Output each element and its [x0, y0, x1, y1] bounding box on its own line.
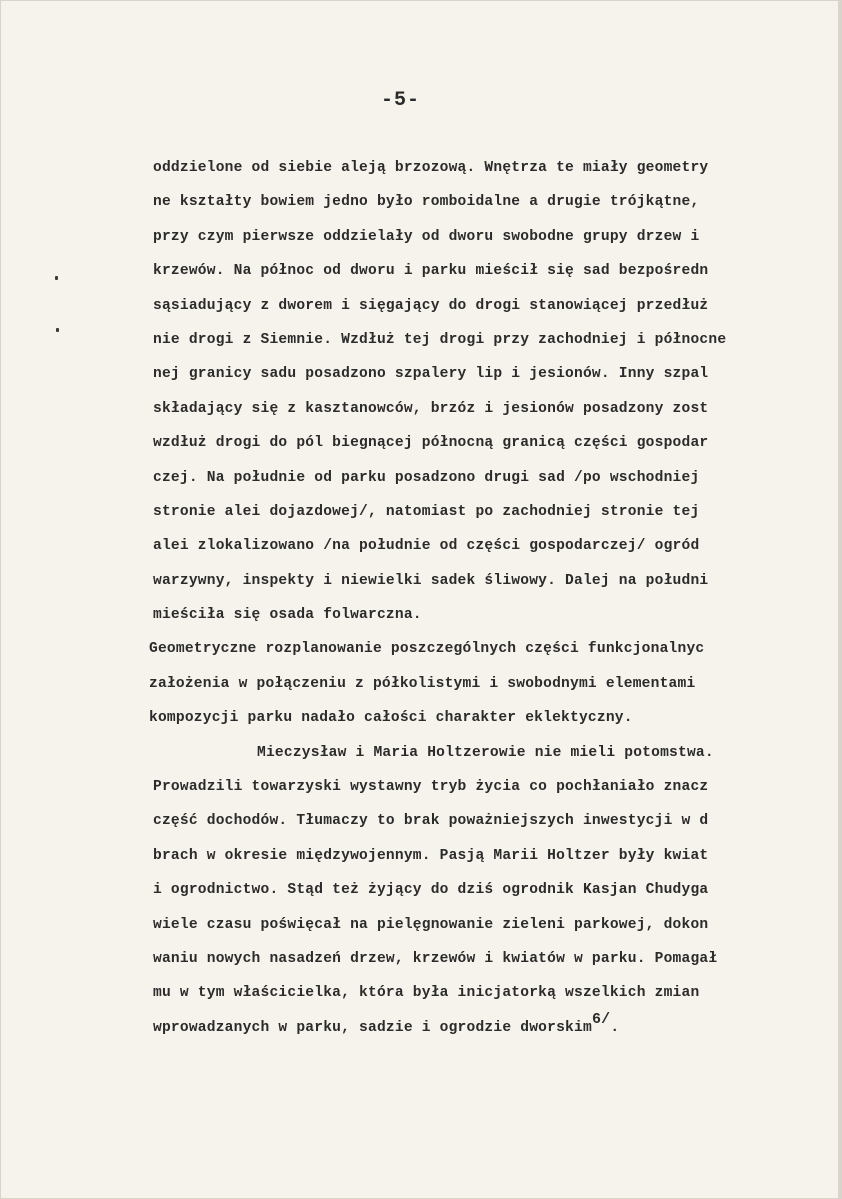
text-line: wprowadzanych w parku, sadzie i ogrodzie dworskim: [153, 1019, 592, 1036]
text-line: wzdłuż drogi do pól biegnącej północną granicą części gospodar: [153, 435, 709, 452]
text-line: alei zlokalizowano /na południe od części gospodarczej/ ogród: [153, 538, 700, 555]
final-period: .: [610, 1019, 620, 1036]
text-line: mu w tym właścicielka, która była inicjatorką wszelkich zmian: [153, 985, 700, 1002]
body-text: [149, 151, 842, 1045]
text-line: brach w okresie międzywojennym. Pasją Marii Holtzer były kwiat: [153, 847, 709, 864]
text-line: mieściła się osada folwarczna.: [153, 607, 422, 624]
text-line: Geometryczne rozplanowanie poszczególnych części funkcjonalnyc: [149, 641, 705, 658]
text-line: oddzielone od siebie aleją brzozową. Wnętrza te miały geometry: [153, 160, 709, 176]
text-line: Prowadzili towarzyski wystawny tryb życia co pochłaniało znacz: [153, 779, 709, 796]
text-line: czej. Na południe od parku posadzono drugi sad /po wschodniej: [153, 469, 700, 486]
text-line: warzywny, inspekty i niewielki sadek śliwowy. Dalej na południ: [153, 572, 709, 589]
text-line: nej granicy sadu posadzono szpalery lip i jesionów. Inny szpal: [153, 366, 709, 383]
footnote-mark: 6/: [591, 1010, 611, 1028]
text-line: przy czym pierwsze oddzielały od dworu swobodne grupy drzew i: [153, 228, 700, 245]
text-line: składający się z kasztanowców, brzóz i jesionów posadzony zost: [153, 400, 709, 417]
text-line: kompozycji parku nadało całości charakter eklektyczny.: [149, 710, 633, 727]
text-line: i ogrodnictwo. Stąd też żyjący do dziś ogrodnik Kasjan Chudyga: [153, 882, 709, 899]
page-number: -5-: [381, 89, 421, 112]
text-line: sąsiadujący z dworem i sięgający do drogi stanowiącej przedłuż: [153, 297, 709, 314]
text-line: krzewów. Na północ od dworu i parku mieścił się sad bezpośredn: [153, 263, 709, 280]
text-line: waniu nowych nasadzeń drzew, krzewów i kwiatów w parku. Pomagał: [153, 950, 718, 967]
text-line: stronie alei dojazdowej/, natomiast po zachodniej stronie tej: [153, 503, 700, 520]
text-line: wiele czasu poświęcał na pielęgnowanie zieleni parkowej, dokon: [153, 916, 709, 933]
text-line: ne kształty bowiem jedno było romboidalne a drugie trójkątne,: [153, 194, 700, 211]
margin-mark: [56, 328, 59, 332]
last-text-line: [153, 1011, 842, 1045]
paragraph-first-line: Mieczysław i Maria Holtzerowie nie mieli potomstwa.: [257, 744, 714, 761]
text-line: założenia w połączeniu z półkolistymi i swobodnymi elementami: [149, 675, 696, 692]
margin-mark: [55, 276, 58, 280]
text-line: część dochodów. Tłumaczy to brak poważniejszych inwestycji w d: [153, 813, 709, 830]
text-line: nie drogi z Siemnie. Wzdłuż tej drogi przy zachodniej i północne: [153, 331, 727, 348]
